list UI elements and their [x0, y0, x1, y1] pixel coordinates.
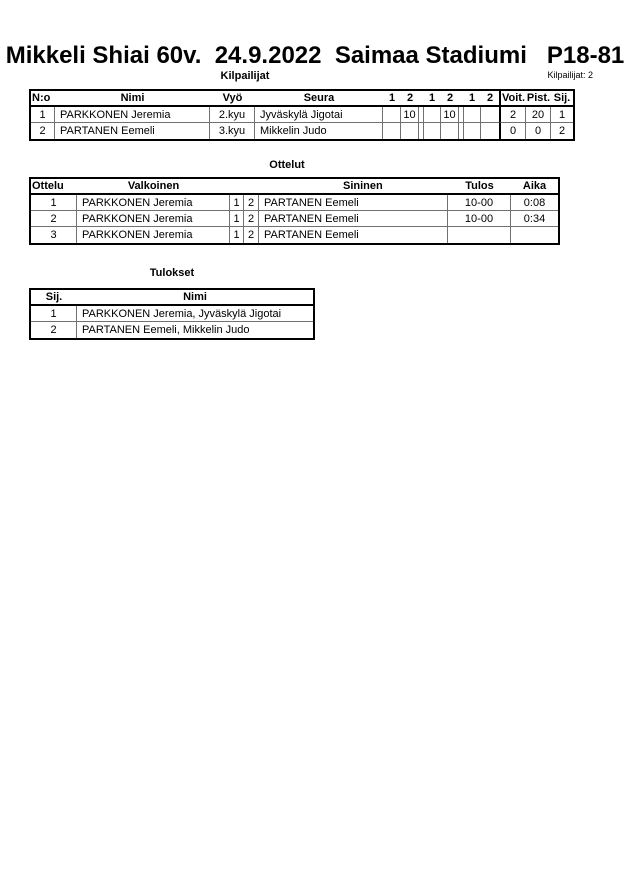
col-header-score-6: 2: [481, 91, 499, 107]
section-title-kilpailijat: Kilpailijat: [220, 70, 270, 82]
col-header-sininen: Sininen: [259, 179, 448, 195]
cell-ottelu: 3: [31, 227, 77, 243]
col-header-score-1: 1: [383, 91, 401, 107]
col-header-voit: Voit.: [499, 91, 526, 107]
col-header-seura: Seura: [255, 91, 383, 107]
cell-voit: 0: [499, 123, 526, 139]
cell-vyo: 3.kyu: [210, 123, 255, 139]
cell-voit: 2: [499, 107, 526, 123]
cell-seura: Mikkelin Judo: [255, 123, 383, 139]
cell-sij: 1: [551, 107, 573, 123]
cell-seura: Jyväskylä Jigotai: [255, 107, 383, 123]
cell-no: 2: [31, 123, 55, 139]
col-header-nimi: Nimi: [77, 290, 313, 306]
cell-nimi: PARKKONEN Jeremia: [55, 107, 210, 123]
cell-valkoinen: PARKKONEN Jeremia: [77, 195, 230, 211]
col-header-sij: Sij.: [551, 91, 573, 107]
cell-sininen: PARTANEN Eemeli: [259, 227, 448, 243]
col-header-valkoinen: Valkoinen: [77, 179, 230, 195]
cell-white-no: 1: [230, 227, 244, 243]
cell-blue-no: 2: [244, 195, 259, 211]
cell-tulos: 10-00: [448, 211, 511, 227]
cell-score: [383, 123, 401, 139]
col-header-pist: Pist.: [526, 91, 551, 107]
cell-aika: 0:08: [511, 195, 558, 211]
col-header-nimi: Nimi: [55, 91, 210, 107]
cell-valkoinen: PARKKONEN Jeremia: [77, 211, 230, 227]
cell-sij: 2: [31, 322, 77, 338]
cell-white-no: 1: [230, 211, 244, 227]
cell-sij: 1: [31, 306, 77, 322]
col-header-aika: Aika: [511, 179, 558, 195]
col-header-score-4: 2: [441, 91, 459, 107]
cell-score: [423, 123, 441, 139]
cell-pist: 20: [526, 107, 551, 123]
cell-no: 1: [31, 107, 55, 123]
cell-score: 10: [441, 107, 459, 123]
cell-score: [481, 123, 499, 139]
cell-pist: 0: [526, 123, 551, 139]
header-gap: [230, 179, 244, 195]
cell-tulos: [448, 227, 511, 243]
cell-score: [423, 107, 441, 123]
table-kilpailijat: [29, 89, 575, 141]
cell-ottelu: 2: [31, 211, 77, 227]
col-header-ottelu: Ottelu: [31, 179, 77, 195]
col-header-no: N:o: [31, 91, 55, 107]
cell-white-no: 1: [230, 195, 244, 211]
cell-sij: 2: [558, 125, 566, 137]
table-tulokset: [29, 288, 315, 340]
col-header-tulos: Tulos: [448, 179, 511, 195]
col-header-score-3: 1: [423, 91, 441, 107]
cell-aika: [511, 227, 558, 243]
cell-blue-no: 2: [244, 211, 259, 227]
cell-sininen: PARTANEN Eemeli: [259, 195, 448, 211]
header-gap: [244, 179, 259, 195]
cell-blue-no: 2: [244, 227, 259, 243]
cell-score: 10: [401, 107, 419, 123]
table-ottelut: [29, 177, 560, 245]
cell-nimi: PARKKONEN Jeremia, Jyväskylä Jigotai: [77, 306, 313, 322]
col-header-vyo: Vyö: [210, 91, 255, 107]
cell-nimi: PARTANEN Eemeli: [55, 123, 210, 139]
cell-ottelu: 1: [31, 195, 77, 211]
cell-aika: 0:34: [511, 211, 558, 227]
section-title-tulokset: Tulokset: [149, 267, 195, 279]
cell-sininen: PARTANEN Eemeli: [259, 211, 448, 227]
cell-score: [463, 123, 481, 139]
cell-score: [441, 123, 459, 139]
col-header-score-2: 2: [401, 91, 419, 107]
cell-score: [463, 107, 481, 123]
cell-vyo: 2.kyu: [210, 107, 255, 123]
col-header-score-5: 1: [463, 91, 481, 107]
section-title-ottelut: Ottelut: [269, 159, 305, 171]
cell-tulos: 10-00: [448, 195, 511, 211]
page-title: Mikkeli Shiai 60v. 24.9.2022 Saimaa Stadiumi P18-81: [5, 42, 625, 69]
competitor-count: Kilpailijat: 2: [547, 70, 593, 80]
cell-valkoinen: PARKKONEN Jeremia: [77, 227, 230, 243]
cell-score: [481, 107, 499, 123]
cell-score: [401, 123, 419, 139]
cell-score: [383, 107, 401, 123]
cell-nimi: PARTANEN Eemeli, Mikkelin Judo: [82, 324, 250, 336]
col-header-sij: Sij.: [31, 290, 77, 306]
